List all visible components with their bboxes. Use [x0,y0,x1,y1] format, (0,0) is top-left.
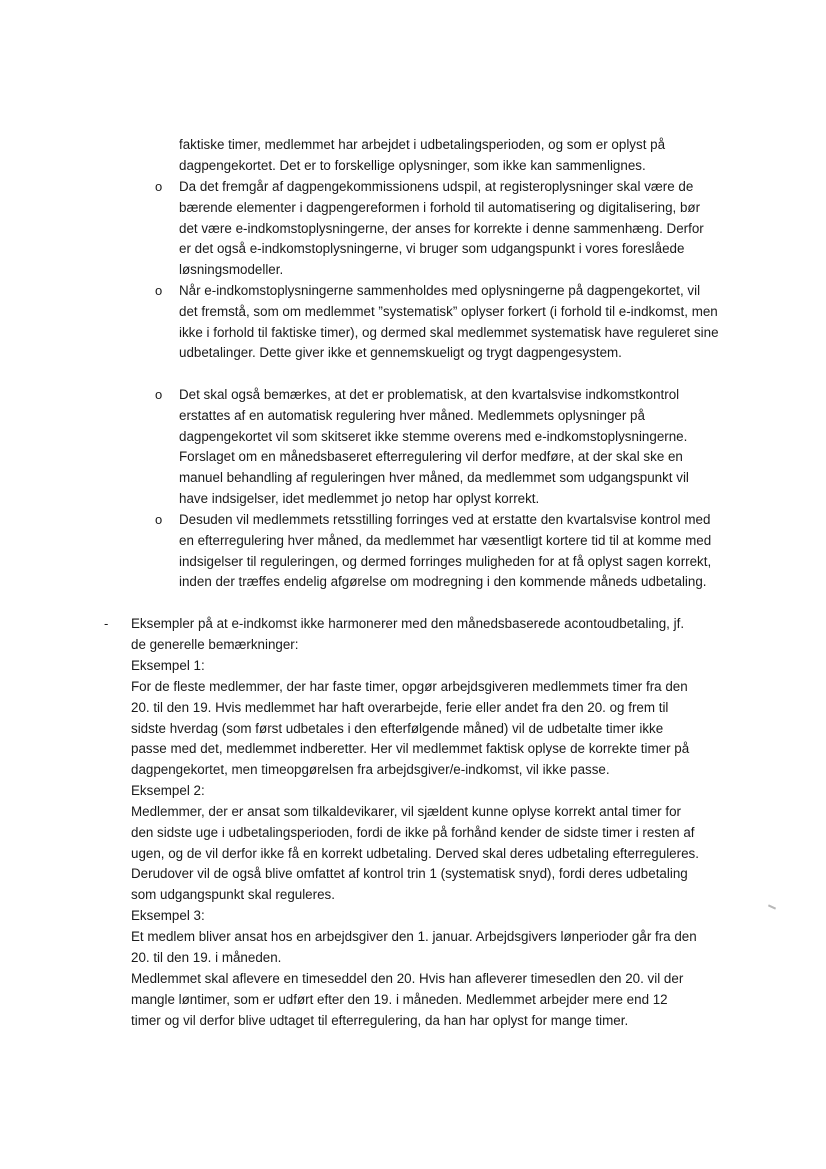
sub-bullet-marker: o [155,512,163,527]
sub-bullet-text: Det skal også bemærkes, at det er problematisk, at den kvartalsvise indkomstkontrol erstattes af en automatisk regulering hver måned. Medlemmets oplysninger på dagpengekortet vil som skitseret ikke stemme overens med e-indkomstoplysningerne. Forslaget om en månedsbaseret efterregulering vil derfor medføre, at der skal ske en manuel behandling af reguleringen hver måned, da medlemmet som udgangspunkt vil have indsigelser, idet medlemmet jo netop har oplyst korrekt. [179,387,689,506]
main-bullet-marker: - [104,616,109,631]
scan-speck [768,904,776,909]
example-paragraph: Medlemmer, der er ansat som tilkaldevikarer, vil sjældent kunne oplyse korrekt antal timer for den sidste uge i udbetalingsperioden, fordi de ikke på forhånd kender de sidste timer i resten af ugen, og de vil derfor ikke få en korrekt udbetaling. Derved skal deres udbetaling efterreguleres. Derudover vil de også blive omfattet af kontrol trin 1 (systematisk snyd), fordi deres udbetaling som udgangspunkt skal reguleres. [131,804,699,903]
sub-bullet-text: Når e-indkomstoplysningerne sammenholdes med oplysningerne på dagpengekortet, vil det fremstå, som om medlemmet ”systematisk” oplyser forkert (i forhold til e-indkomst, men ikke i forhold til faktiske timer), og dermed skal medlemmet systematisk have reguleret sine udbetalinger. Dette giver ikke et gennemskueligt og trygt dagpengesystem. [179,283,719,361]
example-paragraph: Et medlem bliver ansat hos en arbejdsgiver den 1. januar. Arbejdsgivers lønperioder går fra den 20. til den 19. i måneden. [131,929,697,965]
sub-bullet-text: Da det fremgår af dagpengekommissionens udspil, at registeroplysninger skal være de bærende elementer i dagpengereformen i forhold til automatisering og digitalisering, bør det være e-indkomstoplysningerne, der anses for korrekte i denne sammenhæng. Derfor er det også e-indkomstoplysningerne, vi bruger som udgangspunkt i vores foreslåede løsningsmodeller. [179,179,704,278]
example-paragraph: For de fleste medlemmer, der har faste timer, opgør arbejdsgiveren medlemmets timer fra den 20. til den 19. Hvis medlemmet har haft overarbejde, ferie eller andet fra den 20. og frem til sidste hverdag (som først udbetales i den efterfølgende måned) vil de udbetalte timer ikke passe med det, medlemmet indberetter. Her vil medlemmet faktisk oplyse de korrekte timer på dagpengekortet, men timeopgørelsen fra arbejdsgiver/e-indkomst, vil ikke passe. [131,679,690,778]
example-heading: Eksempel 2: [131,783,205,798]
sub-bullet-marker: o [155,283,163,298]
sub-bullet-text: Desuden vil medlemmets retsstilling forringes ved at erstatte den kvartalsvise kontrol med en efterregulering hver måned, da medlemmet har væsentligt kortere tid til at komme med indsigelser til reguleringen, og dermed forringes muligheden for at få oplyst sagen korrekt, inden der træffes endelig afgørelse om modregning i den kommende måneds udbetaling. [179,512,712,590]
example-paragraph: Medlemmet skal aflevere en timeseddel den 20. Hvis han afleverer timesedlen den 20. vil der mangle løntimer, som er udført efter den 19. i måneden. Medlemmet arbejder mere end 12 timer og vil derfor blive udtaget til efterregulering, da han har oplyst for mange timer. [131,971,684,1028]
continuation-paragraph: faktiske timer, medlemmet har arbejdet i udbetalingsperioden, og som er oplyst på dagpengekortet. Det er to forskellige oplysninger, som ikke kan sammenlignes. [179,137,666,173]
main-bullet-text: Eksempler på at e-indkomst ikke harmonerer med den månedsbaserede acontoudbetaling, jf. de generelle bemærkninger: [131,616,685,652]
example-heading: Eksempel 1: [131,658,205,673]
example-heading: Eksempel 3: [131,908,205,923]
sub-bullet-marker: o [155,179,163,194]
sub-bullet-marker: o [155,387,163,402]
